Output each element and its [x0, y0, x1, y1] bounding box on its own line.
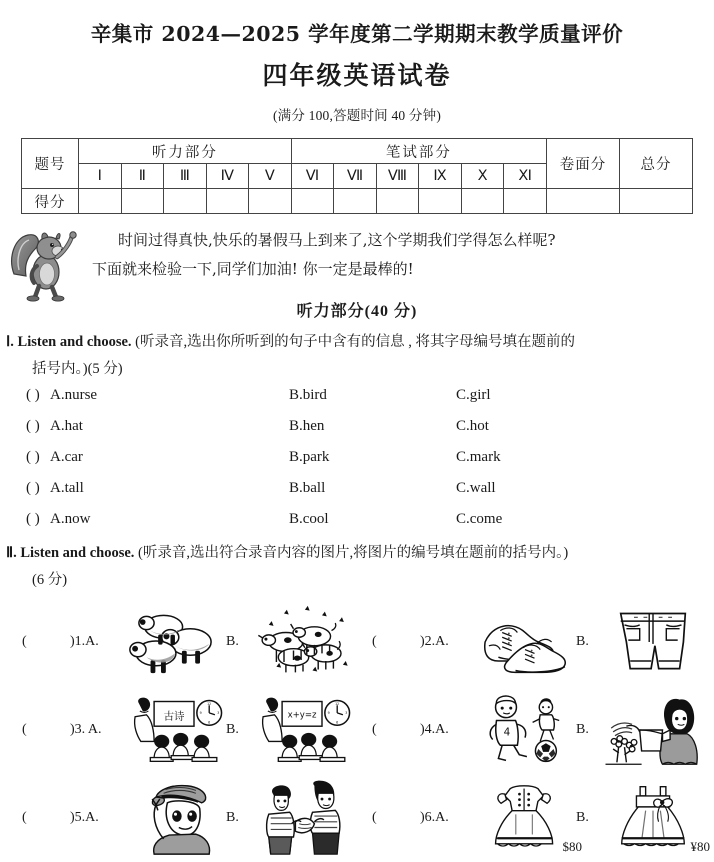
picture-item-6-letter-b: B.	[576, 810, 589, 825]
picture-row-1	[6, 598, 706, 686]
roman-numeral-5: Ⅴ	[249, 164, 292, 189]
blackboard-text-3a: 古诗	[163, 710, 185, 723]
option-b-5[interactable]: B.cool	[289, 511, 329, 527]
picture-6a-dress-dollar[interactable]	[474, 775, 582, 861]
price-label-6b: ¥80	[690, 839, 710, 854]
picture-item-6	[356, 774, 710, 862]
score-blank-4[interactable]	[206, 189, 249, 214]
score-blank-10[interactable]	[461, 189, 504, 214]
answer-blank-pic-6[interactable]: (	[372, 810, 377, 825]
picture-2b-shorts[interactable]	[602, 599, 704, 685]
picture-item-3-letter-b: B.	[226, 722, 239, 737]
picture-item-3	[6, 686, 356, 774]
picture-6b-dress-yuan[interactable]	[602, 775, 710, 861]
intro-block	[0, 226, 714, 296]
svg-text:3: 3	[217, 710, 220, 715]
roman-numeral-10: Ⅹ	[461, 164, 504, 189]
option-a-2[interactable]: A.hat	[50, 418, 83, 434]
score-blank-1[interactable]	[79, 189, 122, 214]
roman-numeral-4: Ⅳ	[206, 164, 249, 189]
squirrel-mascot-icon	[8, 226, 82, 302]
answer-blank-1[interactable]: ( )	[26, 387, 40, 403]
picture-row-3	[6, 774, 710, 862]
answer-blank-3[interactable]: ( )	[26, 449, 40, 465]
roman-numeral-7: Ⅶ	[334, 164, 377, 189]
total-score-header: 总分	[620, 139, 693, 189]
option-b-1[interactable]: B.bird	[289, 387, 327, 403]
picture-item-5	[6, 774, 356, 862]
question-1-chinese-line2: 括号内。)(5 分)	[32, 361, 123, 377]
score-blank-5[interactable]	[249, 189, 292, 214]
paper-score-header: 卷面分	[547, 139, 620, 189]
picture-3b-math-class[interactable]	[252, 687, 354, 773]
answer-blank-pic-3[interactable]: (	[22, 722, 27, 737]
option-c-3[interactable]: C.mark	[456, 449, 501, 465]
option-c-4[interactable]: C.wall	[456, 480, 496, 496]
exam-page	[0, 17, 714, 860]
picture-row-2	[6, 686, 706, 774]
picture-item-1-number: )1.A.	[70, 634, 99, 649]
page-subtitle: 四年级英语试卷	[262, 61, 452, 90]
question-2-english: Listen and choose.	[20, 545, 135, 561]
picture-item-6-number: )6.A.	[420, 810, 449, 825]
svg-text:12: 12	[335, 701, 340, 706]
picture-4a-playing-football[interactable]	[474, 687, 576, 773]
score-table-wrapper	[21, 138, 693, 214]
score-label: 得分	[22, 189, 79, 214]
option-a-1[interactable]: A.nurse	[50, 387, 98, 403]
svg-text:4: 4	[503, 726, 511, 739]
picture-item-2	[356, 598, 706, 686]
score-blank-2[interactable]	[121, 189, 164, 214]
svg-text:9: 9	[327, 710, 330, 715]
option-c-5[interactable]: C.come	[456, 511, 503, 527]
picture-5a-boy-trying-cap[interactable]	[124, 775, 226, 861]
picture-3a-chinese-class[interactable]	[124, 687, 226, 773]
score-blank-6[interactable]	[291, 189, 334, 214]
picture-2a-sneakers[interactable]	[474, 599, 576, 685]
intro-text	[0, 226, 714, 284]
list-item	[6, 445, 706, 476]
svg-text:3: 3	[345, 710, 348, 715]
question-1-number: Ⅰ.	[6, 334, 14, 350]
listening-section-heading: 听力部分(40 分)	[296, 303, 418, 320]
picture-item-2-number: )2.A.	[420, 634, 449, 649]
score-blank-11[interactable]	[504, 189, 547, 214]
picture-item-4-letter-b: B.	[576, 722, 589, 737]
page-title: 辛集市 2024—2025 学年度第二学期期末教学质量评价	[90, 22, 624, 46]
blackboard-text-3b: x+y=z	[287, 710, 317, 721]
roman-numeral-8: Ⅷ	[376, 164, 419, 189]
roman-numeral-11: Ⅺ	[504, 164, 547, 189]
option-c-2[interactable]: C.hot	[456, 418, 489, 434]
question-number-label: 题号	[22, 139, 79, 189]
option-c-1[interactable]: C.girl	[456, 387, 491, 403]
answer-blank-2[interactable]: ( )	[26, 418, 40, 434]
picture-1b-cow-herd[interactable]	[252, 599, 354, 685]
question-2-number: Ⅱ.	[6, 545, 17, 561]
question-2-block	[0, 540, 714, 862]
picture-item-5-number: )5.A.	[70, 810, 99, 825]
answer-blank-pic-5[interactable]: (	[22, 810, 27, 825]
svg-text:12: 12	[207, 701, 212, 706]
score-blank-7[interactable]	[334, 189, 377, 214]
score-blank-total[interactable]	[620, 189, 693, 214]
option-a-3[interactable]: A.car	[50, 449, 83, 465]
picture-4b-watering-flowers[interactable]	[602, 687, 704, 773]
picture-item-2-letter-b: B.	[576, 634, 589, 649]
option-b-4[interactable]: B.ball	[289, 480, 326, 496]
question-1-english: Listen and choose.	[17, 334, 132, 350]
question-1-chinese-line1: (听录音,选出你所听到的句子中含有的信息 , 将其字母编号填在题前的	[135, 334, 575, 350]
svg-text:9: 9	[199, 710, 202, 715]
picture-1a-sheep-flock[interactable]	[124, 599, 226, 685]
answer-blank-pic-1[interactable]: (	[22, 634, 27, 649]
picture-5b-woman-showing-clothes[interactable]	[252, 775, 354, 861]
written-group-header: 笔试部分	[291, 139, 546, 164]
picture-item-4-number: )4.A.	[420, 722, 449, 737]
answer-blank-4[interactable]: ( )	[26, 480, 40, 496]
roman-numeral-1: Ⅰ	[79, 164, 122, 189]
picture-options-grid	[6, 598, 710, 862]
roman-numeral-3: Ⅲ	[164, 164, 207, 189]
intro-line-1: 时间过得真快,快乐的暑假马上到来了,这个学期我们学得怎么样呢?	[118, 231, 556, 249]
answer-blank-5[interactable]: ( )	[26, 511, 40, 527]
roman-numeral-2: Ⅱ	[121, 164, 164, 189]
picture-item-5-letter-b: B.	[226, 810, 239, 825]
picture-item-3-number: )3. A.	[70, 722, 102, 737]
picture-item-4	[356, 686, 706, 774]
question-2-chinese-line1: (听录音,选出符合录音内容的图片,将图片的编号填在题前的括号内。)	[138, 545, 569, 561]
svg-text:6: 6	[208, 720, 211, 725]
svg-text:6: 6	[336, 720, 339, 725]
score-blank-3[interactable]	[164, 189, 207, 214]
roman-numeral-6: Ⅵ	[291, 164, 334, 189]
list-item	[6, 507, 706, 538]
listening-group-header: 听力部分	[79, 139, 292, 164]
picture-item-1-letter-b: B.	[226, 634, 239, 649]
option-a-4[interactable]: A.tall	[50, 480, 84, 496]
option-a-5[interactable]: A.now	[50, 511, 91, 527]
question-1-block	[0, 329, 714, 538]
answer-blank-pic-2[interactable]: (	[372, 634, 377, 649]
option-b-2[interactable]: B.hen	[289, 418, 325, 434]
picture-item-1	[6, 598, 356, 686]
score-blank-8[interactable]	[376, 189, 419, 214]
question-1-stem	[6, 329, 706, 383]
score-blank-9[interactable]	[419, 189, 462, 214]
question-2-chinese-line2: (6 分)	[32, 572, 68, 588]
score-blank-paper[interactable]	[547, 189, 620, 214]
answer-blank-pic-4[interactable]: (	[372, 722, 377, 737]
list-item	[6, 383, 706, 414]
intro-line-2: 下面就来检验一下,同学们加油! 你一定是最棒的!	[92, 260, 414, 278]
roman-numeral-9: Ⅸ	[419, 164, 462, 189]
option-b-3[interactable]: B.park	[289, 449, 330, 465]
table-row-score	[22, 189, 693, 214]
question-2-stem	[6, 540, 706, 594]
price-label-6a: $80	[562, 839, 582, 854]
score-table	[21, 138, 693, 214]
table-row-header	[22, 139, 693, 164]
list-item	[6, 414, 706, 445]
list-item	[6, 476, 706, 507]
exam-note: (满分 100,答题时间 40 分钟)	[272, 108, 442, 123]
